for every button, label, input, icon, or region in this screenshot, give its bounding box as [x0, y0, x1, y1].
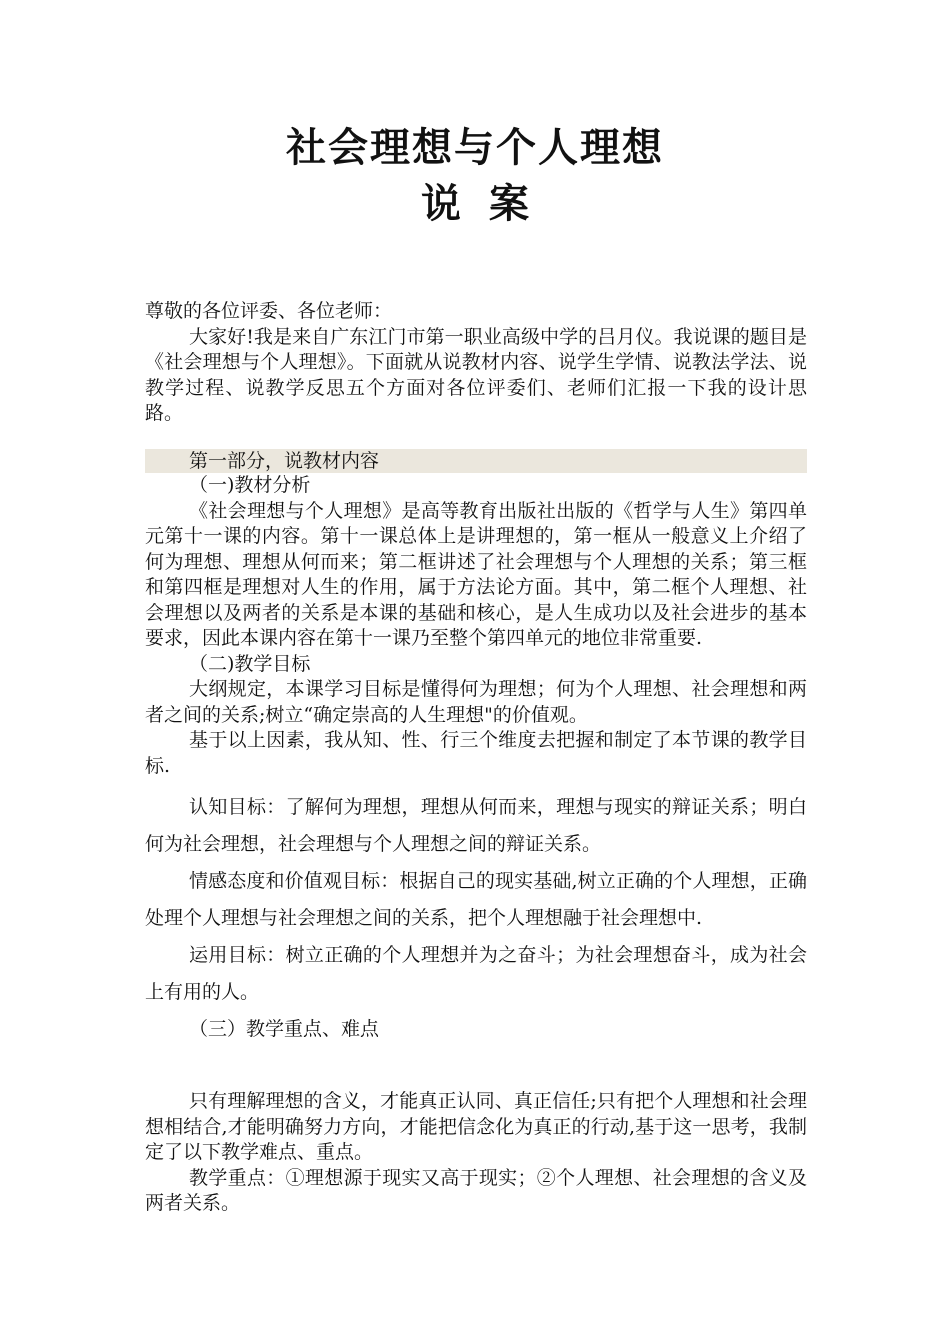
intro-paragraph: 大家好!我是来自广东江门市第一职业高级中学的吕月仪。我说课的题目是《社会理想与个人理想》。下面就从说教材内容、说学生学情、说教法学法、说教学过程、说教学反思五个方面对各位评委们、老师们汇报一下我的设计思路。	[145, 325, 807, 424]
goals-section	[145, 789, 807, 1048]
goal-apply-paragraph: 运用目标：树立正确的个人理想并为之奋斗；为社会理想奋斗，成为社会上有用的人。	[145, 944, 807, 1003]
subheading-keypoints: （三）教学重点、难点	[189, 1018, 380, 1040]
intro-section	[145, 299, 807, 427]
document-title: 社会理想与个人理想	[286, 124, 664, 171]
subheading-goals: （二)教学目标	[189, 652, 311, 675]
section-heading-bar	[145, 449, 807, 473]
analysis-paragraph: 《社会理想与个人理想》是高等教育出版社出版的《哲学与人生》第四单元第十一课的内容。第十一课总体上是讲理想的，第一框从一般意义上介绍了何为理想、理想从何而来；第二框讲述了社会理想与个人理想的关系；第三框和第四框是理想对人生的作用，属于方法论方面。其中，第二框个人理想、社会理想以及两者的关系是本课的基础和核心，是人生成功以及社会进步的基本要求，因此本课内容在第十一课乃至整个第四单元的地位非常重要.	[145, 499, 807, 649]
goal-cognitive-paragraph: 认知目标：了解何为理想，理想从何而来，理想与现实的辩证关系；明白何为社会理想，社会理想与个人理想之间的辩证关系。	[145, 796, 807, 855]
goals-basis-paragraph: 基于以上因素，我从知、性、行三个维度去把握和制定了本节课的教学目标.	[145, 729, 807, 777]
goals-outline-paragraph: 大纲规定，本课学习目标是懂得何为理想；何为个人理想、社会理想和两者之间的关系;树立“确定崇高的人生理想"的价值观。	[145, 678, 807, 726]
key-points-paragraph: 教学重点：①理想源于现实又高于现实；②个人理想、社会理想的含义及两者关系。	[145, 1166, 807, 1214]
subheading-analysis: （一)教材分析	[189, 474, 311, 496]
goal-emotion-paragraph: 情感态度和价值观目标：根据自己的现实基础,树立正确的个人理想，正确处理个人理想与社会理想之间的关系，把个人理想融于社会理想中.	[145, 870, 807, 929]
materials-section	[145, 473, 807, 779]
greeting: 尊敬的各位评委、各位老师：	[145, 300, 393, 322]
document-subtitle: 说案	[421, 180, 557, 227]
keypoints-section	[145, 1089, 807, 1217]
keypoints-intro-paragraph: 只有理解理想的含义，才能真正认同、真正信任;只有把个人理想和社会理想相结合,才能明确努力方向，才能把信念化为真正的行动,基于这一思考，我制定了以下教学难点、重点。	[145, 1090, 807, 1163]
section-heading: 第一部分，说教材内容	[189, 450, 380, 472]
